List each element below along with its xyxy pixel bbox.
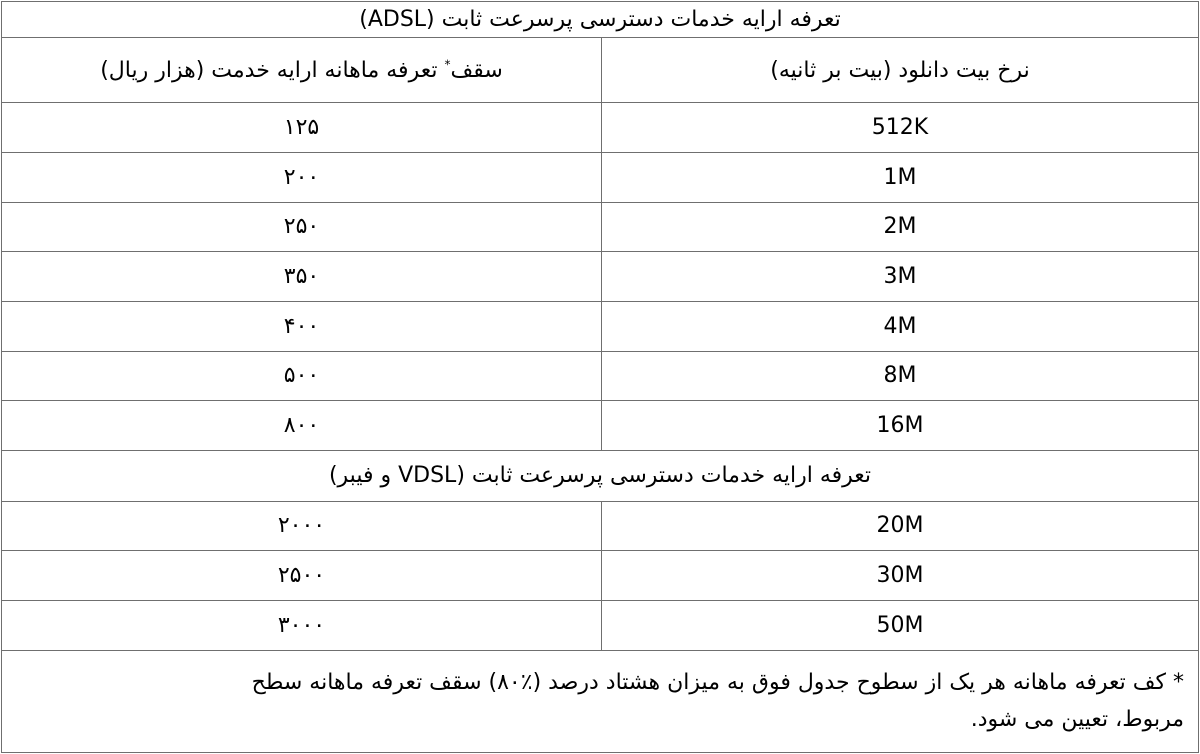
header-download-rate: نرخ بیت دانلود (بیت بر ثانیه) [602,38,1199,103]
table-row [2,153,1199,203]
table-row [2,351,1199,401]
table-row [2,600,1199,650]
footnote-line-1: * کف تعرفه ماهانه هر یک از سطوح جدول فوق به میزان هشتاد درصد (٪۸۰) سقف تعرفه ماهانه سطح [251,669,1185,695]
table-row [2,501,1199,551]
table-row [2,301,1199,351]
fee-cell: ۳۵۰ [2,252,602,302]
header-monthly-fee [2,38,602,103]
fee-cell: ۱۲۵ [2,103,602,153]
fee-cell: ۲۵۰ [2,202,602,252]
rate-cell: 2M [602,202,1199,252]
rate-cell: 8M [602,351,1199,401]
asterisk-marker: * [444,57,451,72]
table-row [2,551,1199,601]
table-row [2,252,1199,302]
rate-cell: 16M [602,401,1199,451]
rate-cell: 20M [602,501,1199,551]
footnote-line-2: مربوط، تعیین می شود. [970,707,1185,733]
fee-cell: ۲۵۰۰ [2,551,602,601]
rate-cell: 4M [602,301,1199,351]
fee-cell: ۲۰۰ [2,153,602,203]
fee-cell: ۸۰۰ [2,401,602,451]
rate-cell: 3M [602,252,1199,302]
header-fee-rest: تعرفه ماهانه ارایه خدمت (هزار ریال) [100,57,438,83]
table-row [2,401,1199,451]
footnote [2,650,1199,752]
rate-cell: 512K [602,103,1199,153]
fee-cell: ۵۰۰ [2,351,602,401]
rate-cell: 50M [602,600,1199,650]
table-row [2,202,1199,252]
rate-cell: 1M [602,153,1199,203]
fee-cell: ۲۰۰۰ [2,501,602,551]
fee-cell: ۴۰۰ [2,301,602,351]
fee-cell: ۳۰۰۰ [2,600,602,650]
rate-cell: 30M [602,551,1199,601]
table-title: تعرفه ارایه خدمات دسترسی پرسرعت ثابت (ADSL) [2,2,1199,38]
tariff-table [1,1,1199,753]
table-row [2,103,1199,153]
vdsl-section-title: تعرفه ارایه خدمات دسترسی پرسرعت ثابت (VDSL و فیبر) [2,450,1199,501]
header-fee-star-text: سقف [450,57,503,83]
